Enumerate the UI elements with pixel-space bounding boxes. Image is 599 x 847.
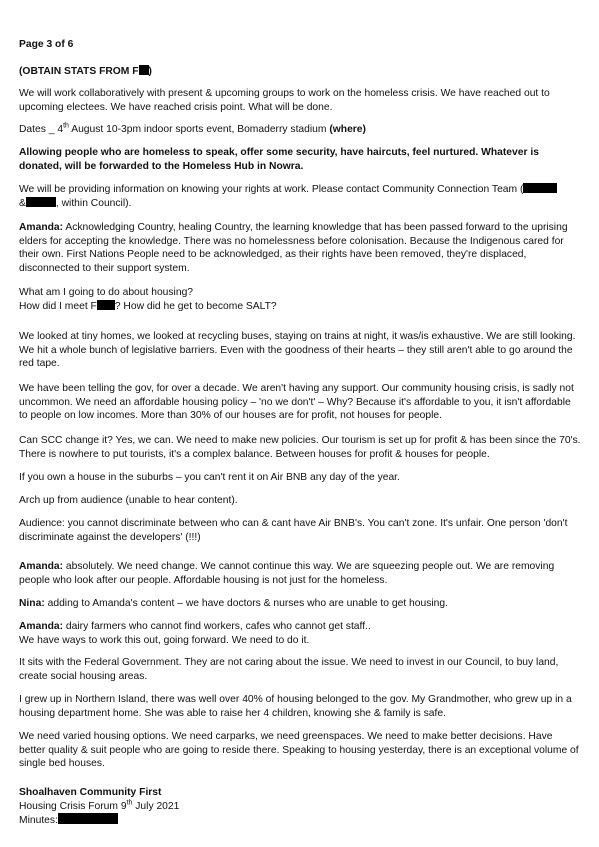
redaction-box [26, 197, 56, 207]
stats-note: (OBTAIN STATS FROM F ) [19, 66, 152, 77]
paragraph-federal: It sits with the Federal Government. They are not caring about the issue. We need to invest in our Council, to buy land, create social housing areas. [19, 657, 559, 682]
redaction-box [139, 65, 149, 75]
paragraph-scc: Can SCC change it? Yes, we can. We need to make new policies. Our tourism is set up for profit & has been since the 70's. There is nowhere to put tourists, it's a complex balance. Between houses for profit & houses for people. [19, 435, 581, 460]
paragraph-allowing: Allowing people who are homeless to speak, offer some security, have haircuts, feel nurtured. Whatever is donated, will be forwarded to the Homeless Hub in Nowra. [19, 147, 539, 172]
paragraph-government: We have been telling the gov, for over a decade. We aren't having any support. Our community housing crisis, is sadly not uncommon. We need an affordable housing policy – 'no we don't' – Why? Because it's affordable to you, it isn't affordable to people on low incomes. More than 30% of our houses are for profit, not houses for people. [19, 383, 574, 422]
amanda-farmers: Amanda: dairy farmers who cannot find workers, cafes who cannot get staff.. We have ways to work this out, going forward. We need to do it. [19, 621, 371, 646]
paragraph-arch: Arch up from audience (unable to hear content). [19, 495, 238, 506]
paragraph-varied-housing: We need varied housing options. We need carparks, we need greenspaces. We need to make better decisions. Have better quality & suit people who are going to reside there. Speaking to housing yesterday, there is an exceptional volume of single bed houses. [19, 731, 579, 770]
amanda-change: Amanda: absolutely. We need change. We cannot continue this way. We are squeezing people out. We are removing people who look after our people. Affordable housing is not just for the homeless. [19, 561, 555, 586]
paragraph-northern-island: I grew up in Northern Island, there was well over 40% of housing belonged to the gov. My Grandmother, who grew up in a housing department home. She was able to raise her 4 children, knowing she & family is safe. [19, 694, 572, 719]
paragraph-rights: We will be providing information on knowing your rights at work. Please contact Community Connection Team ( & , within Council). [19, 183, 581, 210]
paragraph-suburbs: If you own a house in the suburbs – you can't rent it on Air BNB any day of the year. [19, 472, 400, 483]
redaction-box [523, 183, 557, 193]
paragraph-collaborate: We will work collaboratively with present & upcoming groups to work on the homeless crisis. We have reached out to upcoming electees. We have reached crisis point. What will be done. [19, 88, 550, 113]
questions: What am I going to do about housing? How did I meet F ? How did he get to become SALT? [19, 287, 277, 312]
paragraph-audience: Audience: you cannot discriminate between who can & cant have Air BNB's. You can't zone. It's unfair. One person 'don't discriminate against the developers' (!!!) [19, 518, 568, 543]
amanda-acknowledgement: Amanda: Acknowledging Country, healing Country, the learning knowledge that has been passed forward to the uprising elders for accepting the knowledge. There was no homelessness before colonisation. Because the Indigenous cared for their own. First Nations People need to be acknowledged, as their rights have been removed, they're displaced, disconnected to their support system. [19, 222, 568, 274]
redaction-box [97, 300, 115, 310]
page-number: Page 3 of 6 [19, 39, 74, 50]
paragraph-tiny-homes: We looked at tiny homes, we looked at recycling buses, staying on trains at night, it was/is exhaustive. We are still looking. We hit a whole bunch of legislative barriers. Even with the goodness of their hearts – they still aren't able to go around the red tape. [19, 331, 576, 370]
event-dates: Dates _ 4th August 10-3pm indoor sports event, Bomaderry stadium (where) [19, 122, 366, 135]
redaction-box [58, 813, 118, 824]
nina-comment: Nina: adding to Amanda's content – we have doctors & nurses who are unable to get housing. [19, 598, 448, 609]
document-footer: Shoalhaven Community First Housing Crisis Forum 9th July 2021 Minutes: [19, 787, 180, 827]
